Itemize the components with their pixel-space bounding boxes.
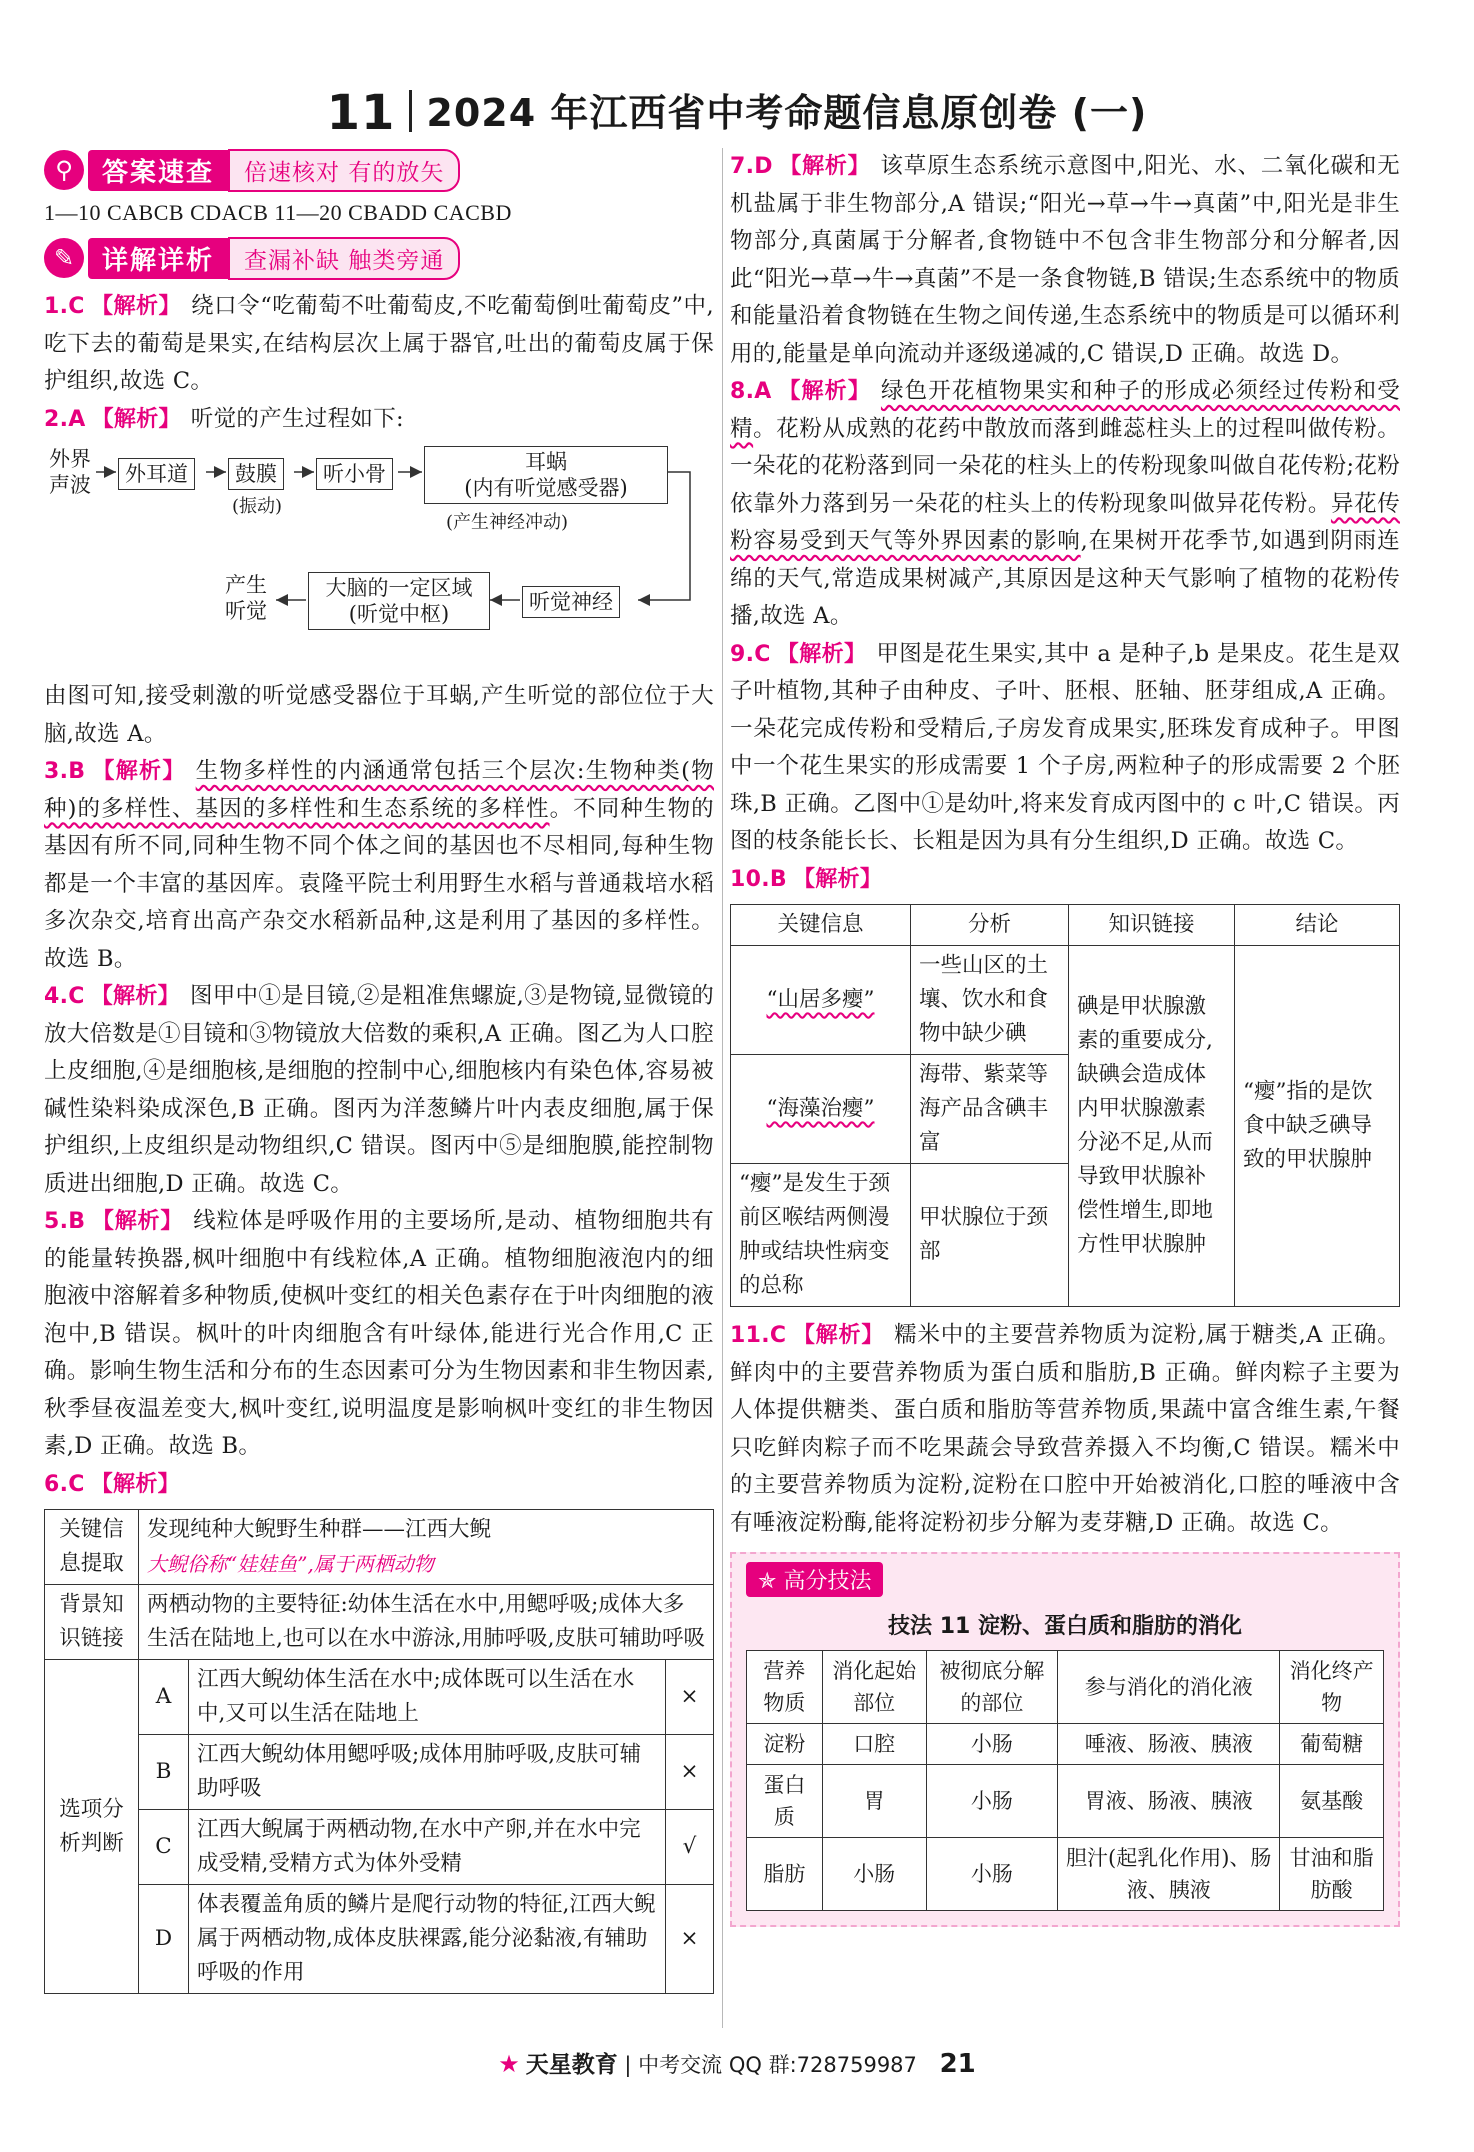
key-info-cell: [731, 1055, 911, 1164]
diagram-brain: 大脑的一定区域 (听觉中枢): [308, 572, 490, 630]
option-text: 江西大鲵属于两栖动物,在水中产卵,并在水中完成受精,受精方式为体外受精: [189, 1810, 666, 1885]
detail-section-title: 详解详析: [88, 238, 228, 279]
explanation-text: 听觉的产生过程如下:: [190, 405, 404, 432]
row-label: 选项分析判断: [45, 1660, 139, 1994]
diagram-hearing-result: 产生 听觉: [225, 573, 267, 623]
question-number: 1.C: [44, 294, 85, 319]
right-column: [730, 148, 1400, 1927]
tips-header-label: 高分技法: [783, 1569, 872, 1594]
column-header: 结论: [1235, 905, 1400, 946]
analysis-tag: 【解析】: [91, 759, 186, 784]
analysis-cell: 一些山区的土壤、饮水和食物中缺少碘: [911, 946, 1069, 1055]
key-point-underline: 生物多样性的内涵通常包括三个层次:生物种类(物种)的多样性、基因的多样性和生态系统的多样性: [44, 758, 714, 822]
question-3-explanation: [44, 753, 714, 978]
column-header: 消化终产物: [1280, 1651, 1384, 1724]
footer-separator: |: [624, 2053, 639, 2077]
analysis-tag: 【解析】: [792, 866, 883, 892]
question-2-explanation: [44, 401, 714, 439]
question-6-header: [44, 1466, 714, 1504]
analysis-tag: 【解析】: [90, 1471, 180, 1497]
analysis-tag: 【解析】: [91, 1209, 184, 1234]
answers-section-header: [44, 148, 714, 192]
table-row: [45, 1585, 714, 1660]
question-1-explanation: [44, 288, 714, 401]
paper-number: 11: [326, 85, 396, 141]
key-info-cell: [731, 946, 911, 1055]
question-number: 8.A: [730, 379, 772, 404]
clipboard-icon: ✎: [44, 238, 84, 278]
option-letter: D: [139, 1885, 189, 1994]
row-content: 两栖动物的主要特征:幼体生活在水中,用鳃呼吸;成体大多生活在陆地上,也可以在水中游泳,用肺呼吸,皮肤可辅助呼吸: [139, 1585, 714, 1660]
table-row: [747, 1838, 1384, 1911]
question-6-table: [44, 1509, 714, 1994]
table-row: [731, 946, 1400, 1055]
table-cell: 胃: [822, 1765, 926, 1838]
column-header: 关键信息: [731, 905, 911, 946]
analysis-cell: 甲状腺位于颈部: [911, 1164, 1069, 1307]
key-info-text: “海藻治瘿”: [766, 1096, 875, 1121]
key-info-text: 发现纯种大鲵野生种群——江西大鲵: [147, 1517, 492, 1542]
table-header-row: [747, 1651, 1384, 1724]
question-9-explanation: [730, 636, 1400, 861]
key-point-underline: 异花传粉容易受到天气等外界因素的影响: [730, 490, 1400, 554]
option-text: 体表覆盖角质的鳞片是爬行动物的特征,江西大鲵属于两栖动物,成体皮肤裸露,能分泌黏液,有辅助呼吸的作用: [189, 1885, 666, 1994]
analysis-cell: 海带、紫菜等海产品含碘丰富: [911, 1055, 1069, 1164]
conclusion-cell: “瘿”指的是饮食中缺乏碘导致的甲状腺肿: [1235, 946, 1400, 1307]
question-4-explanation: [44, 978, 714, 1203]
page-number: 21: [939, 2049, 976, 2079]
row-label: 背景知识链接: [45, 1585, 139, 1660]
table-cell: 小肠: [926, 1765, 1058, 1838]
explanation-text: 绕口令“吃葡萄不吐葡萄皮,不吃葡萄倒吐葡萄皮”中,吃下去的葡萄是果实,在结构层次上属于器官,吐出的葡萄皮属于保护组织,故选 C。: [44, 293, 715, 394]
option-text: 江西大鲵幼体生活在水中;成体既可以生活在水中,又可以生活在陆地上: [189, 1660, 666, 1735]
column-header: 被彻底分解的部位: [926, 1651, 1058, 1724]
question-number: 9.C: [730, 641, 771, 667]
table-row: [45, 1735, 714, 1810]
table-cell: 淀粉: [747, 1724, 823, 1765]
question-5-explanation: [44, 1203, 714, 1466]
question-11-explanation: [730, 1317, 1400, 1542]
table-cell: 脂肪: [747, 1838, 823, 1911]
question-2-conclusion: 由图可知,接受刺激的听觉感受器位于耳蜗,产生听觉的部位位于大脑,故选 A。: [44, 683, 714, 747]
question-7-explanation: [730, 148, 1400, 373]
option-letter: A: [139, 1660, 189, 1735]
detail-section-header: [44, 236, 714, 280]
answers-section-subtitle: 倍速核对 有的放矢: [228, 149, 460, 192]
table-row: [45, 1810, 714, 1885]
question-number: 11.C: [730, 1323, 787, 1348]
table-cell: 葡萄糖: [1280, 1724, 1384, 1765]
diagram-ear-canal: 外耳道: [118, 458, 195, 490]
answer-key: 1—10 CABCB CDACB 11—20 CBADD CACBD: [44, 200, 512, 225]
table-row: [747, 1724, 1384, 1765]
tips-header: [746, 1562, 883, 1597]
key-info-text: “山居多瘿”: [766, 987, 875, 1012]
table-cell: 唾液、肠液、胰液: [1058, 1724, 1280, 1765]
question-number: 3.B: [44, 759, 86, 784]
key-point-underline: 绿色开花植物果实和种子的形成必须经过传粉和受精: [730, 378, 1400, 442]
page-header: [0, 82, 1474, 141]
page-footer: [0, 2046, 1474, 2079]
question-number: 6.C: [44, 1471, 85, 1497]
row-content: [139, 1510, 714, 1585]
column-divider: [722, 148, 723, 2028]
key-info-cell: “瘿”是发生于颈前区喉结两侧漫肿或结块性病变的总称: [731, 1164, 911, 1307]
analysis-tag: 【解析】: [91, 406, 181, 432]
footer-text: 中考交流 QQ 群:728759987: [638, 2053, 917, 2077]
diagram-eardrum-note: (振动): [232, 496, 283, 517]
analysis-tag: 【解析】: [778, 154, 871, 179]
star-icon: ✯: [758, 1569, 784, 1594]
option-mark: ×: [666, 1735, 714, 1810]
question-number: 10.B: [730, 866, 787, 892]
explanation-text: 图甲中①是目镜,②是粗准焦螺旋,③是物镜,显微镜的放大倍数是①目镜和③物镜放大倍数的乘积,A 正确。图乙为人口腔上皮细胞,④是细胞核,是细胞的控制中心,细胞核内有染色体,容易被碱性染料染成深色,B 正确。图丙为洋葱鳞片叶内表皮细胞,属于保护组织,上皮组织是动物组织,C 错误。图丙中⑤是细胞膜,能控制物质进出细胞,D 正确。故选 C。: [44, 983, 715, 1197]
analysis-tag: 【解析】: [776, 641, 867, 667]
table-row: [45, 1885, 714, 1994]
explanation-text: 该草原生态系统示意图中,阳光、水、二氧化碳和无机盐属于非生物部分,A 错误;“阳光→草→牛→真菌”中,阳光是非生物部分,真菌属于分解者,食物链中不包含非生物部分和分解者,因此“阳光→草→牛→真菌”不是一条食物链,B 错误;生态系统中的物质和能量沿着食物链在生物之间传递,生态系统中的物质是可以循环利用的,能量是单向流动并逐级递减的,C 错误,D 正确。故选 D。: [730, 153, 1400, 367]
analysis-tag: 【解析】: [90, 294, 182, 319]
title-separator: [409, 90, 412, 132]
column-header: 消化起始部位: [822, 1651, 926, 1724]
analysis-tag: 【解析】: [90, 984, 180, 1009]
key-info-note: 大鲵俗称“娃娃鱼”,属于两栖动物: [147, 1552, 434, 1576]
hearing-process-diagram: [44, 442, 714, 672]
table-cell: 小肠: [926, 1838, 1058, 1911]
column-header: 分析: [911, 905, 1069, 946]
tips-title: 技法 11 淀粉、蛋白质和脂肪的消化: [888, 1614, 1242, 1639]
diagram-ossicles: 听小骨: [316, 458, 393, 490]
column-header: 营养物质: [747, 1651, 823, 1724]
footer-brand: 天星教育: [525, 2052, 618, 2078]
question-10-header: [730, 861, 1400, 899]
diagram-eardrum: 鼓膜: [228, 458, 284, 490]
option-mark: √: [666, 1810, 714, 1885]
row-label: 关键信息提取: [45, 1510, 139, 1585]
left-column: [44, 148, 714, 1994]
answers-section-title: 答案速查: [88, 150, 228, 191]
diagram-auditory-nerve: 听觉神经: [522, 586, 620, 618]
explanation-text: 糯米中的主要营养物质为淀粉,属于糖类,A 正确。鲜肉中的主要营养物质为蛋白质和脂肪,B 正确。鲜肉粽子主要为人体提供糖类、蛋白质和脂肪等营养物质,果蔬中富含维生素,午餐只吃鲜肉粽子而不吃果蔬会导致营养摄入不均衡,C 错误。糯米中的主要营养物质为淀粉,淀粉在口腔中开始被消化,口腔的唾液中含有唾液淀粉酶,能将淀粉初步分解为麦芽糖,D 正确。故选 C。: [730, 1322, 1401, 1536]
explanation-text: 甲图是花生果实,其中 a 是种子,b 是果皮。花生是双子叶植物,其种子由种皮、子叶、胚根、胚轴、胚芽组成,A 正确。一朵花完成传粉和受精后,子房发育成果实,胚珠发育成种子。甲图中一个花生果实的形成需要 1 个子房,两粒种子的形成需要 2 个胚珠,B 正确。乙图中①是幼叶,将来发育成丙图中的 c 叶,C 错误。丙图的枝条能长长、长粗是因为具有分生组织,D 正确。故选 C。: [730, 640, 1401, 854]
logo-star-icon: ★: [498, 2050, 520, 2078]
knowledge-cell: 碘是甲状腺激素的重要成分,缺碘会造成体内甲状腺激素分泌不足,从而导致甲状腺补偿性增生,即地方性甲状腺肿: [1069, 946, 1235, 1307]
table-row: [45, 1510, 714, 1585]
diagram-cochlea: 耳蜗 (内有听觉感受器): [424, 446, 668, 504]
question-number: 7.D: [730, 154, 773, 179]
option-mark: ×: [666, 1885, 714, 1994]
page-title: 2024 年江西省中考命题信息原创卷 (一): [426, 91, 1148, 135]
option-letter: C: [139, 1810, 189, 1885]
analysis-tag: 【解析】: [777, 379, 871, 404]
table-cell: 蛋白质: [747, 1765, 823, 1838]
tips-box: [730, 1552, 1400, 1927]
table-cell: 胆汁(起乳化作用)、肠液、胰液: [1058, 1838, 1280, 1911]
explanation-text: 。花粉从成熟的花药中散放而落到雌蕊柱头上的过程叫做传粉。一朵花的花粉落到同一朵花的柱头上的传粉现象叫做自花传粉;花粉依靠外力落到另一朵花的柱头上的传粉现象叫做异花传粉。: [730, 415, 1400, 517]
table-cell: 小肠: [926, 1724, 1058, 1765]
question-number: 5.B: [44, 1209, 86, 1234]
diagram-cochlea-note: (产生神经冲动): [446, 512, 569, 533]
table-cell: 甘油和脂肪酸: [1280, 1838, 1384, 1911]
option-letter: B: [139, 1735, 189, 1810]
table-cell: 胃液、肠液、胰液: [1058, 1765, 1280, 1838]
question-number: 2.A: [44, 406, 86, 432]
table-cell: 口腔: [822, 1724, 926, 1765]
table-row: [747, 1765, 1384, 1838]
detail-section-subtitle: 查漏补缺 触类旁通: [228, 237, 460, 280]
table-cell: 氨基酸: [1280, 1765, 1384, 1838]
search-icon: ⚲: [44, 150, 84, 190]
question-number: 4.C: [44, 984, 85, 1009]
question-10-table: [730, 904, 1400, 1307]
analysis-tag: 【解析】: [792, 1323, 885, 1348]
option-text: 江西大鲵幼体用鳃呼吸;成体用肺呼吸,皮肤可辅助呼吸: [189, 1735, 666, 1810]
option-mark: ×: [666, 1660, 714, 1735]
table-header-row: [731, 905, 1400, 946]
table-cell: 小肠: [822, 1838, 926, 1911]
explanation-text: ,在果树开花季节,如遇到阴雨连绵的天气,常造成果树减产,其原因是这种天气影响了植物的花粉传播,故选 A。: [730, 528, 1400, 629]
diagram-sound-wave: 外界 声波: [49, 447, 91, 497]
column-header: 参与消化的消化液: [1058, 1651, 1280, 1724]
digestion-table: [746, 1650, 1384, 1911]
column-header: 知识链接: [1069, 905, 1235, 946]
explanation-text: 。不同种生物的基因有所不同,同种生物不同个体之间的基因也不尽相同,每种生物都是一个丰富的基因库。袁隆平院士利用野生水稻与普通栽培水稻多次杂交,培育出高产杂交水稻新品种,这是利用了基因的多样性。故选 B。: [44, 795, 714, 972]
explanation-text: 线粒体是呼吸作用的主要场所,是动、植物细胞共有的能量转换器,枫叶细胞中有线粒体,A 正确。植物细胞液泡内的细胞液中溶解着多种物质,使枫叶变红的相关色素存在于叶肉细胞的液泡中,B 错误。枫叶的叶肉细胞含有叶绿体,能进行光合作用,C 正确。影响生物生活和分布的生态因素可分为生物因素和非生物因素,秋季昼夜温差变大,枫叶变红,说明温度是影响枫叶变红的非生物因素,D 正确。故选 B。: [44, 1208, 714, 1459]
table-row: [45, 1660, 714, 1735]
question-8-explanation: [730, 373, 1400, 636]
